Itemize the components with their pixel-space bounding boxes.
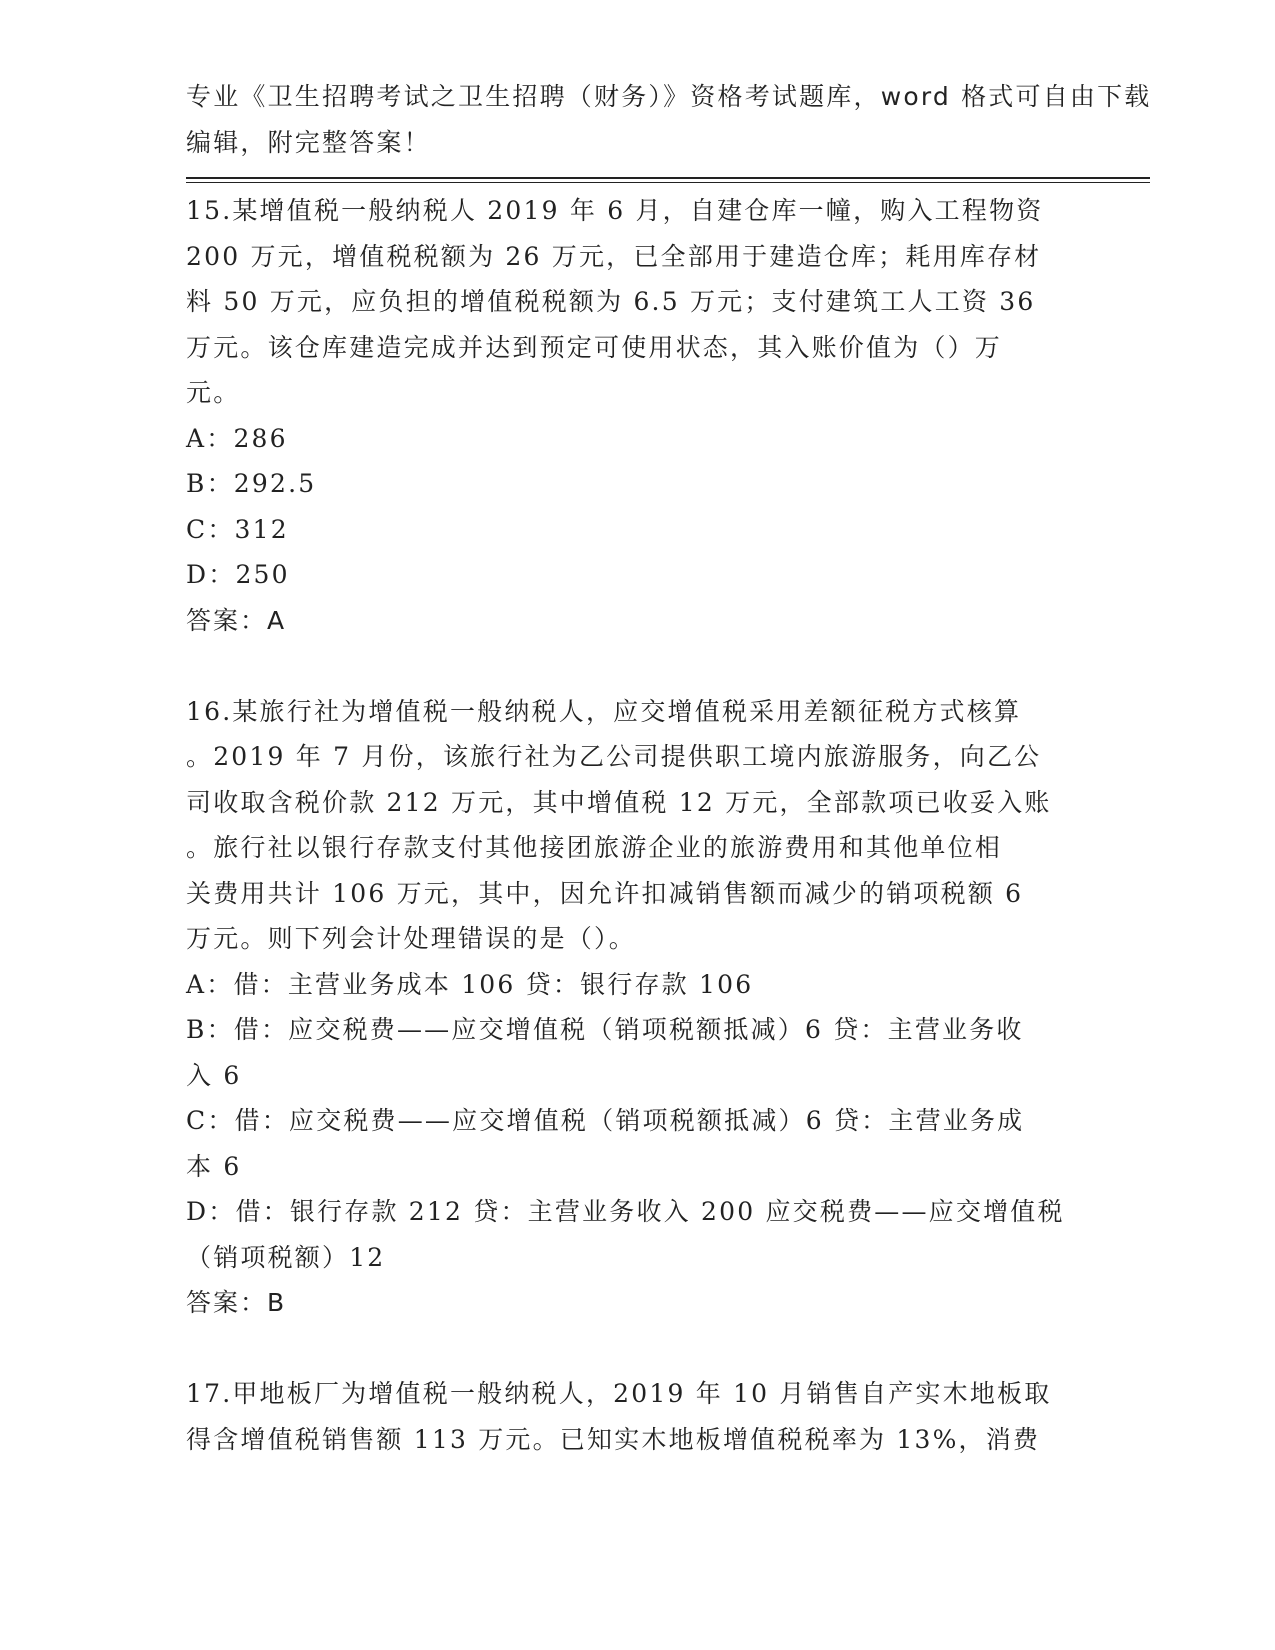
question-stem-line: 17.甲地板厂为增值税一般纳税人，2019 年 10 月销售自产实木地板取 xyxy=(186,1379,1052,1408)
option-c: C：312 xyxy=(186,514,289,544)
question-stem-line: 16.某旅行社为增值税一般纳税人，应交增值税采用差额征税方式核算 xyxy=(186,696,1022,726)
question-stem-line: 。2019 年 7 月份，该旅行社为乙公司提供职工境内旅游服务，向乙公 xyxy=(186,742,1042,771)
header-divider-thick xyxy=(186,177,1150,179)
option-d: D：借：银行存款 212 贷：主营业务收入 200 应交税费——应交增值税 xyxy=(186,1197,1065,1226)
option-d: D：250 xyxy=(186,560,290,589)
question-stem-line: 关费用共计 106 万元，其中，因允许扣减销售额而减少的销项税额 6 xyxy=(186,878,1024,908)
question-stem-line: 200 万元，增值税税额为 26 万元，已全部用于建造仓库；耗用库存材 xyxy=(186,241,1042,271)
option-b: B：292.5 xyxy=(186,469,317,498)
question-16 xyxy=(186,689,1086,1326)
option-b: B：借：应交税费——应交增值税（销项税额抵减）6 贷：主营业务收 xyxy=(186,1015,1024,1044)
question-15 xyxy=(186,188,1086,643)
question-list xyxy=(186,188,1086,1462)
option-a: A：286 xyxy=(186,423,288,453)
header-line: 专业《卫生招聘考试之卫生招聘（财务）》资格考试题库，word 格式可自由下载 xyxy=(186,82,1152,111)
question-spacer xyxy=(186,1326,1086,1372)
question-stem-line: 万元。该仓库建造完成并达到预定可使用状态，其入账价值为（）万 xyxy=(186,332,1003,362)
question-stem-line: 得含增值税销售额 113 万元。已知实木地板增值税税率为 13%，消费 xyxy=(186,1424,1041,1454)
question-stem-line: 司收取含税价款 212 万元，其中增值税 12 万元，全部款项已收妥入账 xyxy=(186,787,1052,817)
option-a: A：借：主营业务成本 106 贷：银行存款 106 xyxy=(186,969,754,999)
question-stem-line: 。旅行社以银行存款支付其他接团旅游企业的旅游费用和其他单位相 xyxy=(186,833,1003,862)
option-d-continued: （销项税额）12 xyxy=(186,1242,386,1272)
question-stem-line: 15.某增值税一般纳税人 2019 年 6 月，自建仓库一幢，购入工程物资 xyxy=(186,196,1044,225)
answer-line: 答案：A xyxy=(186,605,287,635)
option-b-continued: 入 6 xyxy=(186,1060,242,1090)
question-stem-line: 万元。则下列会计处理错误的是（）。 xyxy=(186,924,636,953)
option-c-continued: 本 6 xyxy=(186,1151,242,1181)
header-divider-thin xyxy=(186,182,1150,183)
question-stem-line: 料 50 万元，应负担的增值税税额为 6.5 万元；支付建筑工人工资 36 xyxy=(186,287,1036,316)
question-17 xyxy=(186,1371,1086,1462)
document-header xyxy=(186,74,1152,165)
question-spacer xyxy=(186,643,1086,689)
header-line: 编辑，附完整答案！ xyxy=(186,127,431,157)
answer-line: 答案：B xyxy=(186,1288,287,1317)
question-stem-line: 元。 xyxy=(186,378,241,407)
option-c: C：借：应交税费——应交增值税（销项税额抵减）6 贷：主营业务成 xyxy=(186,1106,1025,1135)
